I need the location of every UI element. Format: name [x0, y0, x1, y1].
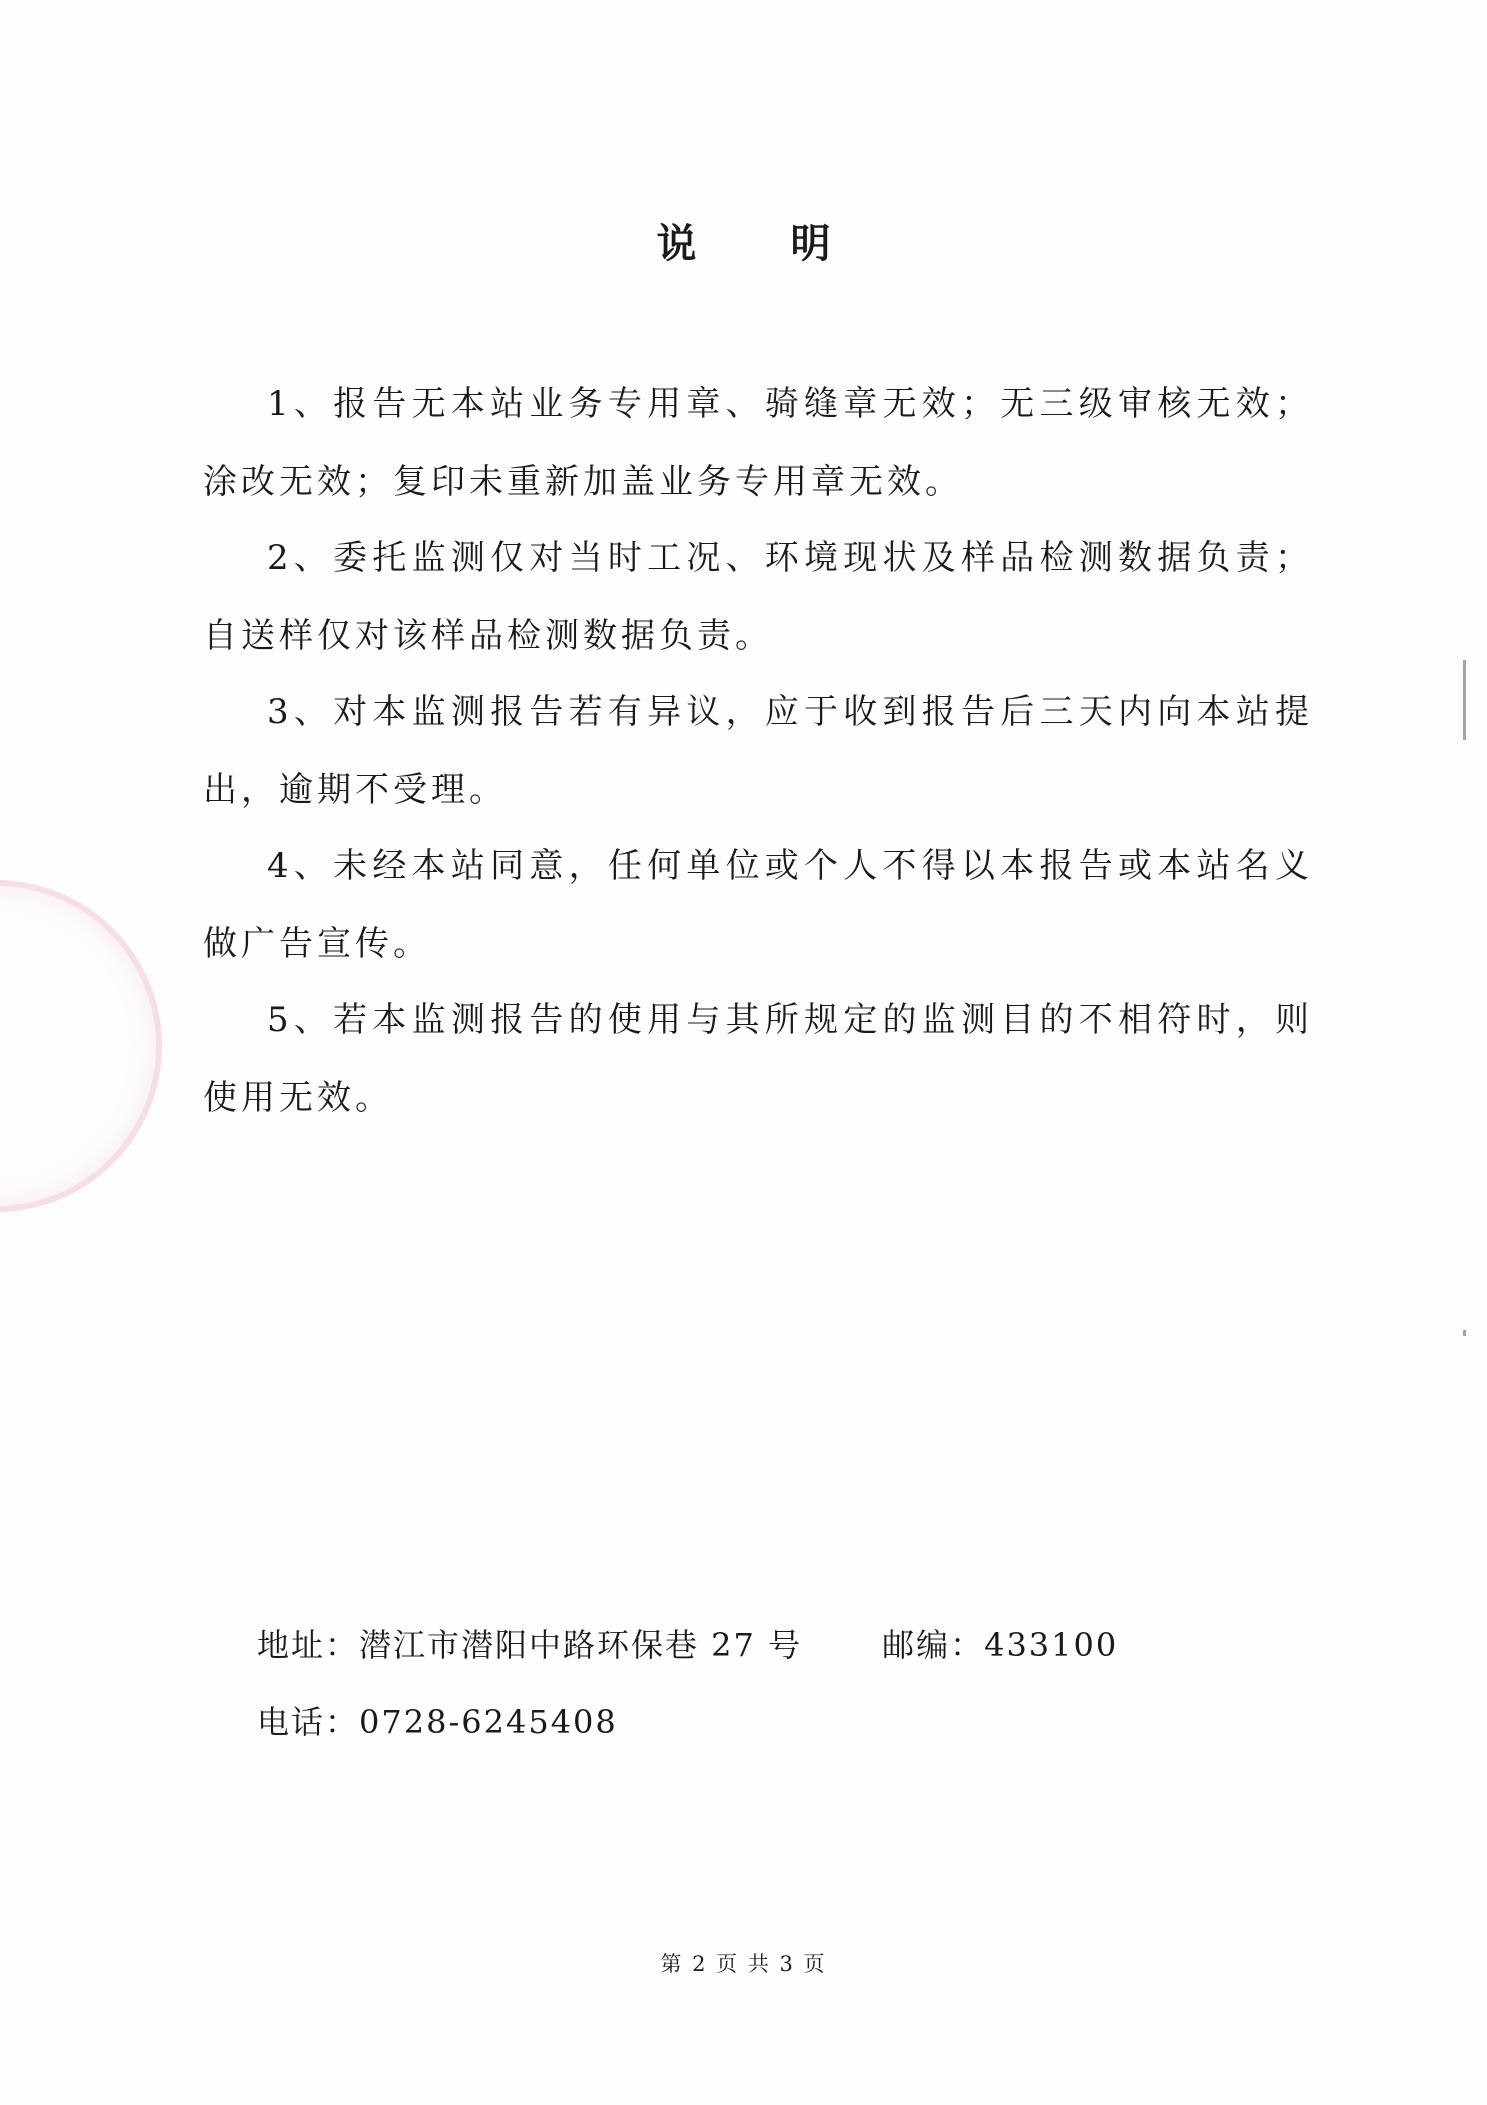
- note-item: 2、委托监测仅对当时工况、环境现状及样品检测数据负责；自送样仅对该样品检测数据负责。: [203, 538, 1313, 656]
- address-text: 地址：潜江市潜阳中路环保巷 27 号: [257, 1626, 803, 1664]
- note-item: 5、若本监测报告的使用与其所规定的监测目的不相符时，则使用无效。: [203, 1000, 1313, 1118]
- note-item: 1、报告无本站业务专用章、骑缝章无效；无三级审核无效；涂改无效；复印未重新加盖业务专用章无效。: [203, 384, 1313, 502]
- binding-mark: [1463, 1330, 1466, 1336]
- contact-address-line: [257, 1620, 1118, 1666]
- postcode-text: 邮编：433100: [882, 1626, 1119, 1664]
- note-item: 3、对本监测报告若有异议，应于收到报告后三天内向本站提出，逾期不受理。: [203, 692, 1313, 810]
- page-number: 第 2 页 共 3 页: [660, 1952, 827, 1976]
- note-item: 4、未经本站同意，任何单位或个人不得以本报告或本站名义做广告宣传。: [203, 846, 1313, 964]
- seal-stamp-fragment: [0, 880, 162, 1212]
- binding-mark: [1463, 660, 1466, 740]
- notes-list: [203, 365, 1313, 1135]
- page-title: 说 明: [656, 220, 871, 267]
- phone-text: 电话：0728-6245408: [257, 1703, 618, 1741]
